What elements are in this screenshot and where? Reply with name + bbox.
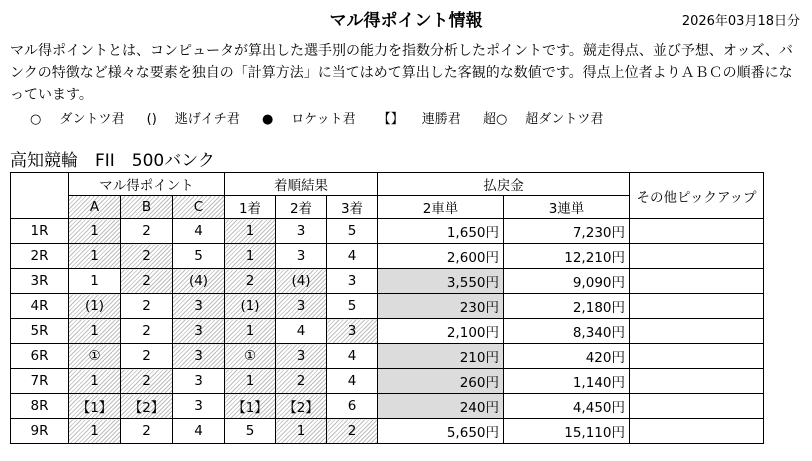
legend-label-nigeichi: 逃げイチ君: [174, 112, 240, 127]
nisha-cell: 230円: [378, 294, 504, 319]
result-third-cell: 4: [327, 369, 378, 394]
result-third-cell: 4: [327, 244, 378, 269]
section-title: 高知競輪 FII 500バンク: [10, 151, 215, 171]
point-b-cell: 2: [121, 369, 173, 394]
description-text: マル得ポイントとは、コンピュータが算出した選手別の能力を指数分析したポイントです。競走得点、並び予想、オッズ、バンクの特徴など様々な要素を独自の「計算方法」に当てはめて算出した客観的な数値です。得点上位者よりＡＢＣの順番になっています。: [10, 43, 793, 103]
table-row: [11, 244, 764, 269]
legend-label-renshou: 連勝君: [421, 112, 461, 127]
nisha-cell: 1,650円: [378, 219, 504, 244]
header-c: C: [173, 196, 225, 219]
legend-symbol-rocket: ●: [261, 112, 274, 127]
other-cell: [630, 294, 764, 319]
result-second-cell: 3: [276, 344, 327, 369]
result-third-cell: 5: [327, 294, 378, 319]
header-sanren: 3連単: [504, 196, 630, 219]
result-second-cell: 1: [276, 419, 327, 444]
race-cell: 9R: [11, 419, 69, 444]
legend-label-dantotsu: ダントツ君: [59, 112, 125, 127]
point-a-cell: 1: [69, 369, 121, 394]
point-b-cell: 2: [121, 269, 173, 294]
sanren-cell: 420円: [504, 344, 630, 369]
sanren-cell: 4,450円: [504, 394, 630, 419]
point-c-cell: 3: [173, 344, 225, 369]
header-payout: 払戻金: [378, 173, 630, 196]
result-third-cell: 6: [327, 394, 378, 419]
point-b-cell: 2: [121, 294, 173, 319]
point-b-cell: 2: [121, 319, 173, 344]
legend: [30, 108, 621, 127]
header-nisha: 2車単: [378, 196, 504, 219]
sanren-cell: 8,340円: [504, 319, 630, 344]
point-a-cell: 1: [69, 269, 121, 294]
header-second: 2着: [276, 196, 327, 219]
result-second-cell: 2: [276, 369, 327, 394]
point-b-cell: 2: [121, 244, 173, 269]
result-second-cell: 【2】: [276, 394, 327, 419]
nisha-cell: 3,550円: [378, 269, 504, 294]
date-label: 2026年03月18日分: [681, 14, 800, 29]
nisha-cell: 260円: [378, 369, 504, 394]
sanren-cell: 2,180円: [504, 294, 630, 319]
result-third-cell: 5: [327, 219, 378, 244]
other-cell: [630, 419, 764, 444]
header-other: その他ピックアップ: [630, 173, 764, 219]
point-c-cell: 4: [173, 219, 225, 244]
point-c-cell: 3: [173, 369, 225, 394]
table-row: [11, 394, 764, 419]
result-first-cell: 1: [225, 319, 276, 344]
point-b-cell: 2: [121, 219, 173, 244]
race-cell: 5R: [11, 319, 69, 344]
race-cell: 6R: [11, 344, 69, 369]
table-row: [11, 319, 764, 344]
point-c-cell: 4: [173, 419, 225, 444]
legend-symbol-nigeichi: (): [146, 112, 157, 127]
table-row: [11, 269, 764, 294]
legend-symbol-dantotsu: ○: [30, 112, 42, 127]
nisha-cell: 240円: [378, 394, 504, 419]
header-third: 3着: [327, 196, 378, 219]
race-cell: 4R: [11, 294, 69, 319]
sanren-cell: 12,210円: [504, 244, 630, 269]
header-a: A: [69, 196, 121, 219]
sanren-cell: 1,140円: [504, 369, 630, 394]
legend-label-super: 超ダントツ君: [525, 112, 604, 127]
point-b-cell: 2: [121, 344, 173, 369]
point-a-cell: 【1】: [69, 394, 121, 419]
race-cell: 3R: [11, 269, 69, 294]
point-b-cell: 2: [121, 419, 173, 444]
table-row: [11, 344, 764, 369]
header-race-blank: [11, 173, 69, 219]
nisha-cell: 2,100円: [378, 319, 504, 344]
nisha-cell: 2,600円: [378, 244, 504, 269]
sanren-cell: 9,090円: [504, 269, 630, 294]
race-cell: 8R: [11, 394, 69, 419]
result-second-cell: 3: [276, 244, 327, 269]
point-c-cell: (4): [173, 269, 225, 294]
header-first: 1着: [225, 196, 276, 219]
table-row: [11, 219, 764, 244]
result-second-cell: 3: [276, 219, 327, 244]
legend-symbol-super: 超○: [482, 112, 508, 127]
legend-label-rocket: ロケット君: [291, 112, 356, 127]
result-third-cell: 2: [327, 419, 378, 444]
result-first-cell: 1: [225, 219, 276, 244]
point-a-cell: ①: [69, 344, 121, 369]
result-third-cell: 3: [327, 319, 378, 344]
other-cell: [630, 244, 764, 269]
result-first-cell: 【1】: [225, 394, 276, 419]
sanren-cell: 15,110円: [504, 419, 630, 444]
race-cell: 1R: [11, 219, 69, 244]
results-table: [10, 172, 764, 444]
legend-symbol-renshou: 【】: [377, 112, 404, 127]
race-cell: 2R: [11, 244, 69, 269]
result-second-cell: 4: [276, 319, 327, 344]
header-result: 着順結果: [225, 173, 378, 196]
result-first-cell: 5: [225, 419, 276, 444]
point-c-cell: 3: [173, 294, 225, 319]
nisha-cell: 210円: [378, 344, 504, 369]
page-title: マル得ポイント情報: [329, 11, 483, 31]
point-c-cell: 5: [173, 244, 225, 269]
result-second-cell: 3: [276, 294, 327, 319]
table-row: [11, 294, 764, 319]
point-b-cell: 【2】: [121, 394, 173, 419]
result-first-cell: (1): [225, 294, 276, 319]
other-cell: [630, 319, 764, 344]
result-third-cell: 4: [327, 344, 378, 369]
other-cell: [630, 219, 764, 244]
point-c-cell: 3: [173, 394, 225, 419]
race-cell: 7R: [11, 369, 69, 394]
result-first-cell: 1: [225, 244, 276, 269]
result-first-cell: 1: [225, 369, 276, 394]
point-a-cell: 1: [69, 419, 121, 444]
result-first-cell: ①: [225, 344, 276, 369]
nisha-cell: 5,650円: [378, 419, 504, 444]
point-a-cell: 1: [69, 244, 121, 269]
header-points: マル得ポイント: [69, 173, 225, 196]
table-row: [11, 419, 764, 444]
point-a-cell: (1): [69, 294, 121, 319]
other-cell: [630, 344, 764, 369]
point-a-cell: 1: [69, 219, 121, 244]
result-third-cell: 3: [327, 269, 378, 294]
header-b: B: [121, 196, 173, 219]
sanren-cell: 7,230円: [504, 219, 630, 244]
point-a-cell: 1: [69, 319, 121, 344]
result-first-cell: 2: [225, 269, 276, 294]
table-row: [11, 369, 764, 394]
point-c-cell: 3: [173, 319, 225, 344]
result-second-cell: (4): [276, 269, 327, 294]
other-cell: [630, 269, 764, 294]
other-cell: [630, 394, 764, 419]
other-cell: [630, 369, 764, 394]
